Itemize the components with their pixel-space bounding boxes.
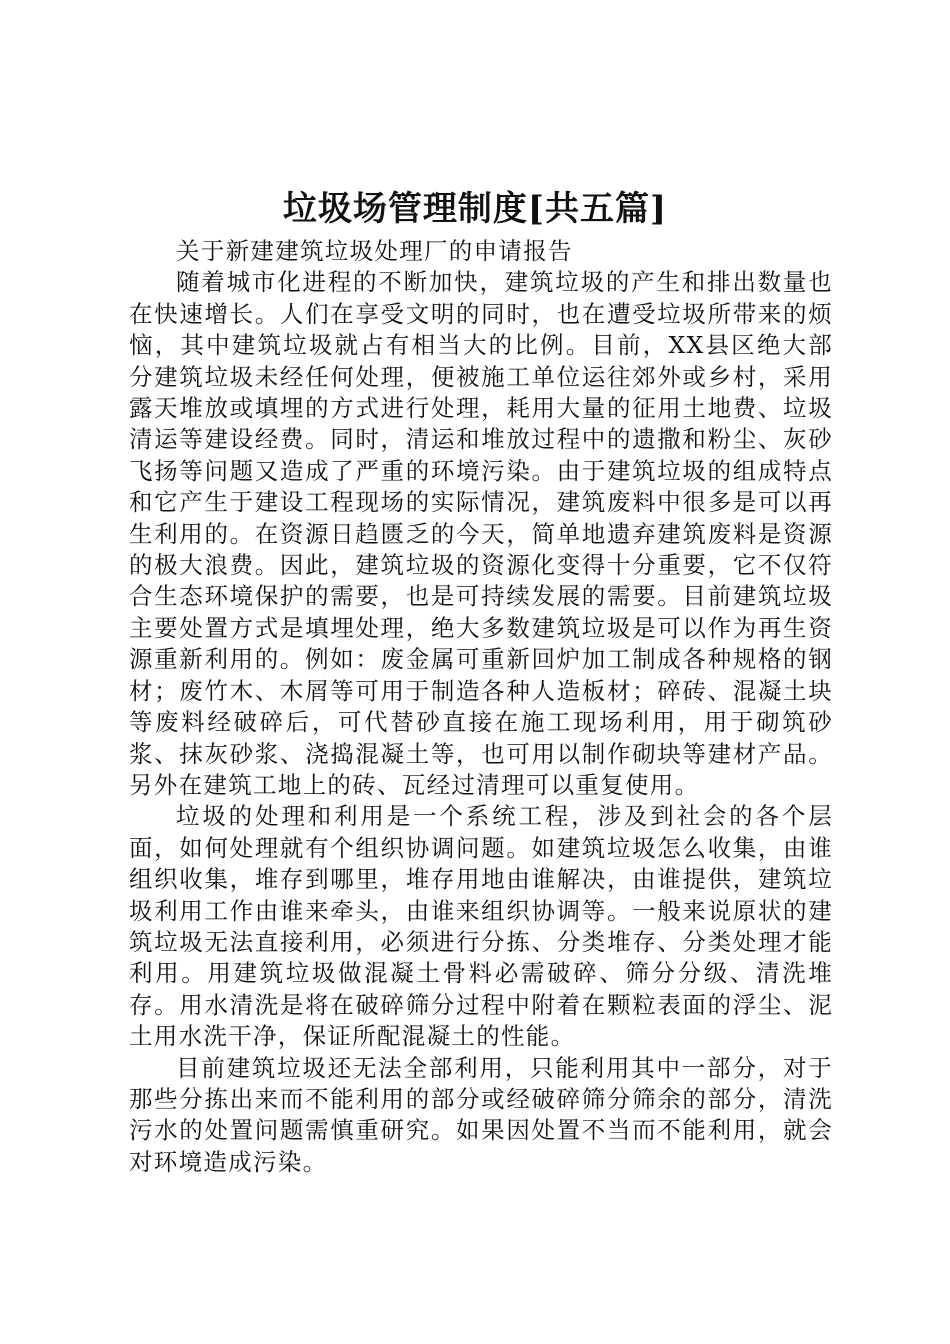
document-body [129, 236, 833, 1178]
document-title: 垃圾场管理制度[共五篇] [282, 189, 668, 229]
paragraph-1: 随着城市化进程的不断加快，建筑垃圾的产生和排出数量也在快速增长。人们在享受文明的同时，也在遭受垃圾所带来的烦恼，其中建筑垃圾就占有相当大的比例。目前，XX县区绝大部分建筑垃圾未经任何处理，便被施工单位运往郊外或乡村，采用露天堆放或填埋的方式进行处理，耗用大量的征用土地费、垃圾清运等建设经费。同时，清运和堆放过程中的遗撒和粉尘、灰砂飞扬等问题又造成了严重的环境污染。由于建筑垃圾的组成特点和它产生于建设工程现场的实际情况，建筑废料中很多是可以再生利用的。在资源日趋匮乏的今天，简单地遗弃建筑废料是资源的极大浪费。因此，建筑垃圾的资源化变得十分重要，它不仅符合生态环境保护的需要，也是可持续发展的需要。目前建筑垃圾主要处置方式是填埋处理，绝大多数建筑垃圾是可以作为再生资源重新利用的。例如：废金属可重新回炉加工制成各种规格的钢材；废竹木、木屑等可用于制造各种人造板材；碎砖、混凝土块等废料经破碎后，可代替砂直接在施工现场利用，用于砌筑砂浆、抹灰砂浆、浇捣混凝土等，也可用以制作砌块等建材产品。另外在建筑工地上的砖、瓦经过清理可以重复使用。 [129, 268, 833, 799]
paragraph-2: 垃圾的处理和利用是一个系统工程，涉及到社会的各个层面，如何处理就有个组织协调问题。如建筑垃圾怎么收集，由谁组织收集，堆存到哪里，堆存用地由谁解决，由谁提供，建筑垃圾利用工作由谁来牵头，由谁来组织协调等。一般来说原状的建筑垃圾无法直接利用，必须进行分拣、分类堆存、分类处理才能利用。用建筑垃圾做混凝土骨料必需破碎、筛分分级、清洗堆存。用水清洗是将在破碎筛分过程中附着在颗粒表面的浮尘、泥土用水洗干净，保证所配混凝土的性能。 [129, 802, 833, 1051]
paragraph-3: 目前建筑垃圾还无法全部利用，只能利用其中一部分，对于那些分拣出来而不能利用的部分或经破碎筛分筛余的部分，清洗污水的处置问题需慎重研究。如果因处置不当而不能利用，就会对环境造成污染。 [129, 1053, 833, 1176]
report-subtitle: 关于新建建筑垃圾处理厂的申请报告 [176, 237, 573, 265]
